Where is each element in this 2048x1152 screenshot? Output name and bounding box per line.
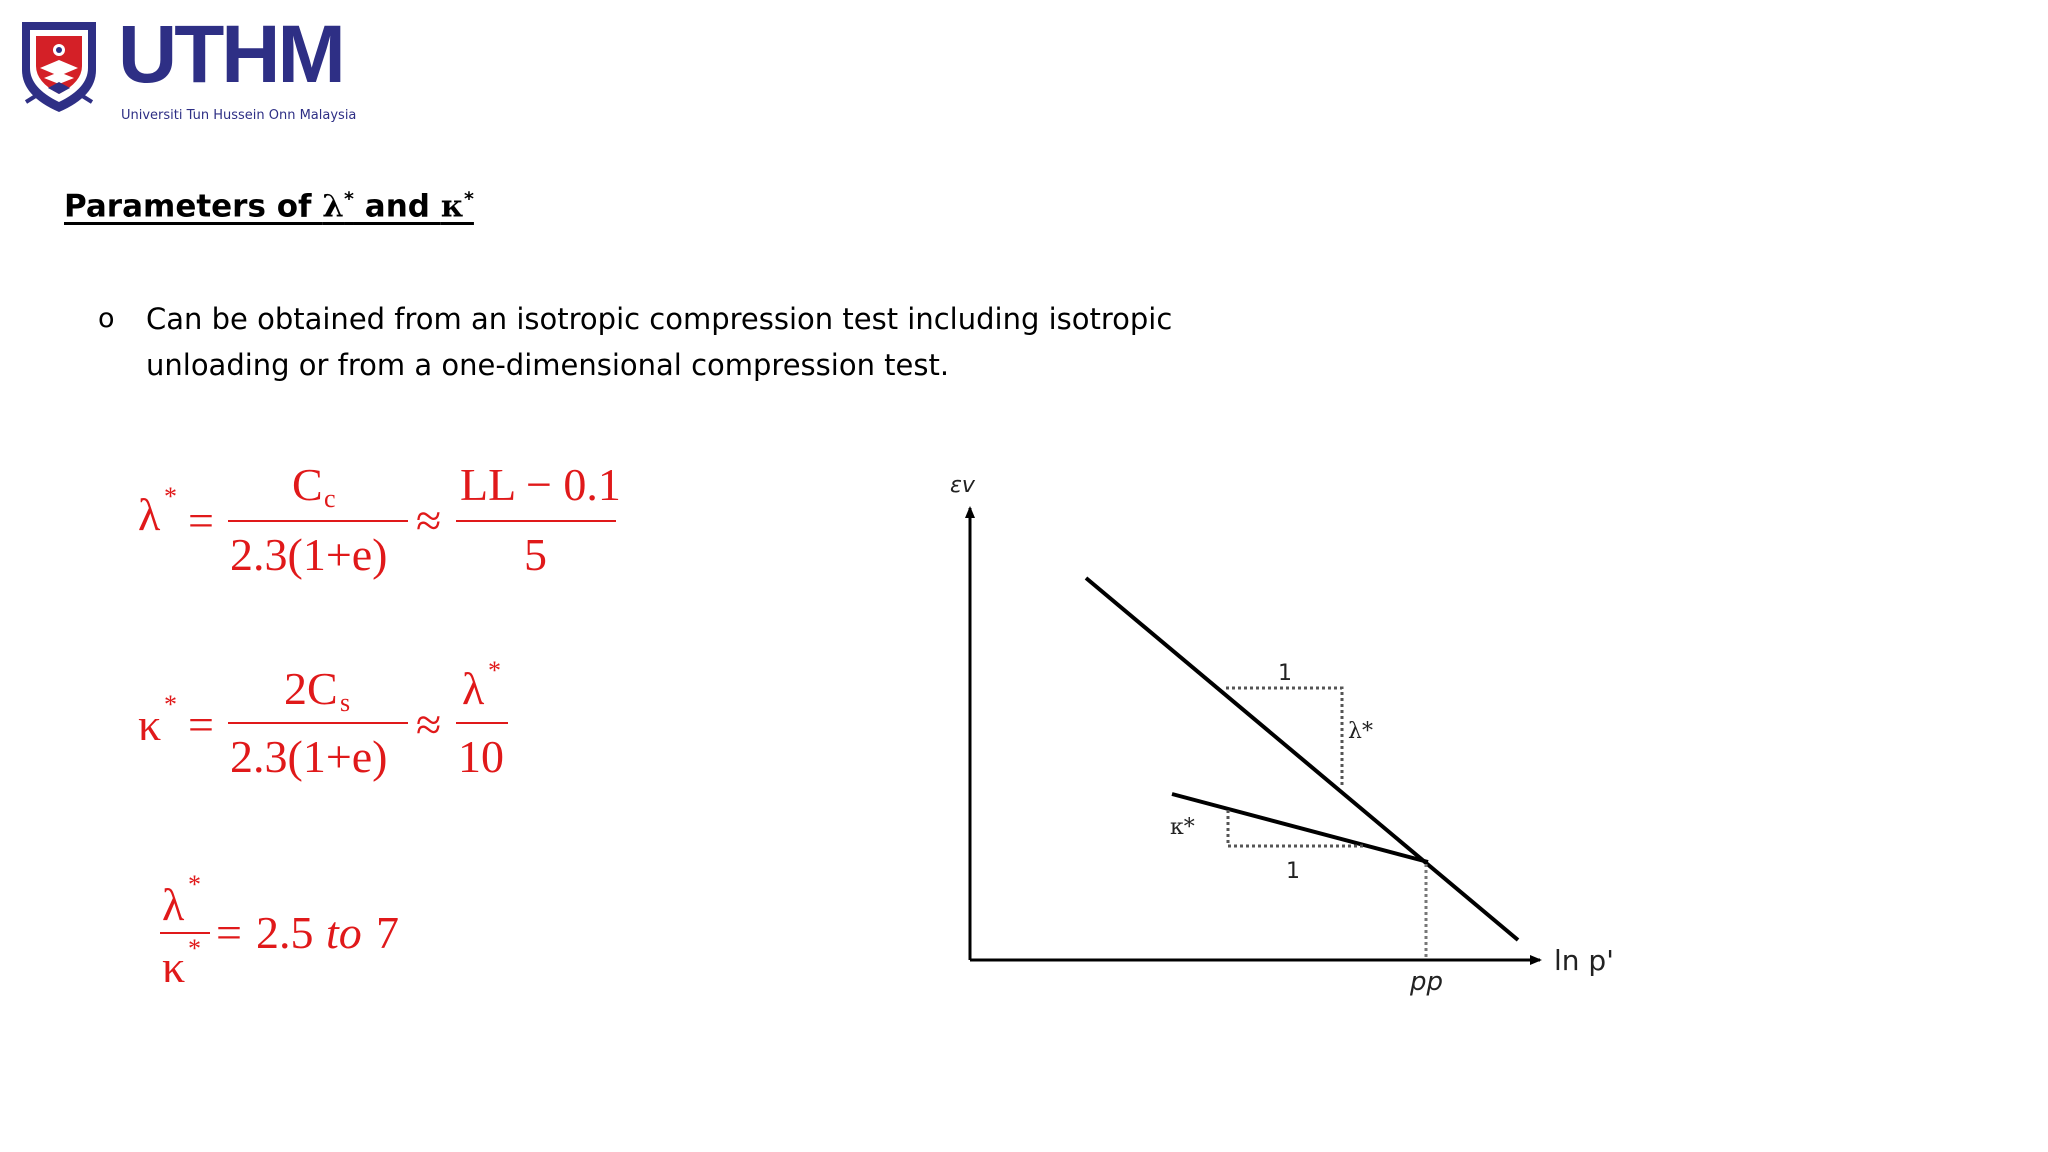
f2-den2: 10	[458, 731, 504, 782]
f3-num: λ	[162, 879, 185, 930]
f1-num2: LL − 0.1	[460, 459, 621, 510]
f3-den: κ	[162, 941, 186, 992]
f2-lhs: κ	[138, 699, 162, 750]
f2-num2: λ	[462, 663, 485, 714]
f3-eq: =	[216, 907, 242, 958]
f3-den-star: *	[188, 934, 201, 963]
logo-wordmark: UTHM	[118, 9, 343, 100]
title-prefix: Parameters of	[64, 188, 323, 225]
f2-num-sub: s	[340, 688, 351, 717]
f2-eq: =	[188, 699, 214, 750]
f3-val: 2.5	[256, 907, 314, 958]
logo-subtitle: Universiti Tun Hussein Onn Malaysia	[121, 108, 357, 123]
title-kappa: κ	[440, 188, 464, 225]
title-and: and	[353, 188, 441, 225]
title-kappa-star: *	[464, 188, 474, 210]
one-top-label: 1	[1278, 661, 1292, 686]
title-lambda: λ	[322, 188, 345, 225]
f1-star: *	[164, 482, 177, 511]
f2-num: 2C	[284, 663, 338, 714]
f2-den: 2.3(1+e)	[230, 731, 388, 782]
ncl-line	[1086, 578, 1518, 940]
f1-num: C	[292, 459, 323, 510]
lambda-label: λ*	[1348, 719, 1373, 744]
url-line	[1172, 794, 1428, 862]
f3-to: to	[326, 907, 362, 958]
x-axis-label: ln p'	[1554, 944, 1614, 977]
kappa-label: κ*	[1170, 815, 1195, 840]
f3-val2: 7	[376, 907, 399, 958]
title-lambda-star: *	[344, 188, 354, 210]
f3-num-star: *	[188, 870, 201, 899]
y-axis-label: εv	[950, 473, 975, 498]
bullet-marker: o	[98, 303, 115, 334]
f1-num-sub: c	[324, 484, 336, 513]
f1-den: 2.3(1+e)	[230, 529, 388, 580]
f1-approx: ≈	[416, 495, 442, 546]
f2-approx: ≈	[416, 699, 442, 750]
f1-den2: 5	[524, 529, 547, 580]
one-bottom-label: 1	[1286, 859, 1300, 884]
f1-eq: =	[188, 495, 214, 546]
lambda-triangle	[1226, 688, 1342, 786]
pp-label: pp	[1410, 967, 1444, 997]
f2-num2-star: *	[488, 656, 501, 685]
f2-star: *	[164, 690, 177, 719]
bullet-text: Can be obtained from an isotropic compression test including isotropic unloading or from a one-dimensional compression test.	[146, 302, 1173, 382]
f1-lhs: λ	[138, 489, 161, 540]
